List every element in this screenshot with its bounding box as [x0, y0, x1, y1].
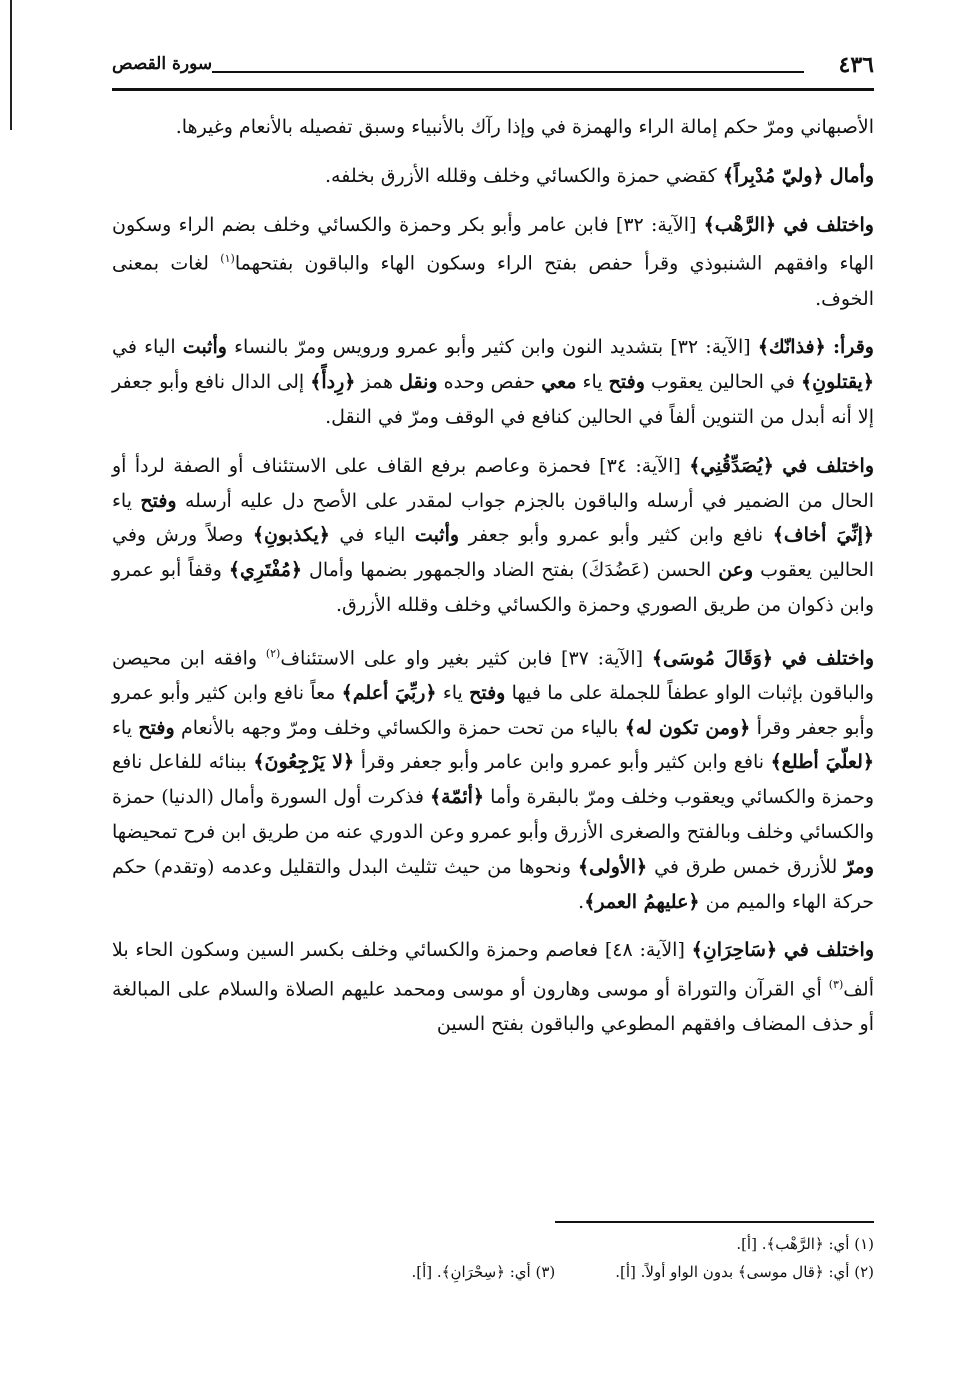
footnote-3: (٣) أي: ﴿سِحْرَانِ﴾. [أ]. [411, 1263, 556, 1281]
paragraph-7: واختلف في ﴿سَاحِرَانِ﴾ [الآية: ٤٨] فعاصم وحمزة والكسائي وخلف بكسر السين وسكون الحاء بلا ألف$^{(٣)}$ أي القرآن والتوراة أو موسى وهارون أو موسى ومحمد عليهم الصلاة والسلام على المبالغة أو حذف المضاف وافقهم المطوعي والباقون بفتح السين [112, 939, 874, 1036]
header-rule [212, 71, 804, 73]
surah-name: سورة القصص [112, 54, 213, 74]
main-text [112, 110, 874, 1056]
paragraph-1: الأصبهاني ومرّ حكم إمالة الراء والهمزة في وإذا رآك بالأنبياء وسبق تفصيله بالأنعام وغيرها. [175, 116, 874, 138]
footnote-row [112, 1258, 874, 1286]
paragraph-2: وأمال ﴿وليّ مُدْبِراً﴾ كقضي حمزة والكسائي وخلف وقلله الأزرق بخلفه. [325, 164, 874, 187]
footnotes [112, 1230, 874, 1286]
paragraph-3: واختلف في ﴿الرَّهْب﴾ [الآية: ٣٢] فابن عامر وأبو بكر وحمزة والكسائي وخلف بضم الراء وسكون الهاء وافقهم الشنبوذي وقرأ حفص بفتح الراء وسكون الهاء والباقون بفتحهما$^{(١)}$ لغات بمعنى الخوف. [112, 213, 874, 310]
footnote-ref-2: (٢) [265, 646, 281, 660]
footnote-ref-1: (١) [220, 252, 235, 266]
margin-line [10, 0, 12, 130]
page-number: ٤٣٦ [838, 52, 874, 78]
page-header [112, 52, 874, 82]
footnote-1: (١) أي: ﴿الرَّهْب﴾. [أ]. [736, 1235, 874, 1253]
paragraph-5: واختلف في ﴿يُصَدِّقُنِي﴾ [الآية: ٣٤] فحمزة وعاصم برفع القاف على الاستئناف أو الصفة لردأ أو الحال من الضمير في أرسله والباقون بالجزم جواب لمقدر على الأصح دل عليه أرسله وفتح ياء ﴿إنِّيَ أخاف﴾ نافع وابن كثير وأبو عمرو وأبو جعفر وأثبت الياء في ﴿يكذبونِ﴾ وصلاً ورش وفي الحالين يعقوب وعن الحسن (عَضُدَكَ) بفتح الضاد والجمهور بضمها وأمال ﴿مُفْتَرِي﴾ وقفاً أبو عمرو وابن ذكوان من طريق الصوري وحمزة والكسائي وخلف وقلله الأزرق. [112, 454, 875, 616]
footnote-ref-3: (٣) [828, 978, 844, 992]
paragraph-4: وقرأ: ﴿فذانّك﴾ [الآية: ٣٢] بتشديد النون وابن كثير وأبو عمرو ورويس ومرّ بالنساء وأثبت الياء في ﴿يقتلونِ﴾ في الحالين يعقوب وفتح ياء معي حفص وحده ونقل همز ﴿رِدأً﴾ إلى الدال نافع وأبو جعفر إلا أنه أبدل من التنوين ألفاً في الحالين كنافع في الوقف ومرّ في النقل. [112, 336, 874, 428]
paragraph-6: واختلف في ﴿وَقَالَ مُوسَى﴾ [الآية: ٣٧] فابن كثير بغير واو على الاستئناف$^{(٢)}$ وافقه ابن محيصن والباقون بإثبات الواو عطفاً للجملة على ما فيها وفتح ياء ﴿ربِّيَ أعلم﴾ معاً نافع وابن كثير وأبو عمرو وأبو جعفر وقرأ ﴿ومن تكون له﴾ بالياء من تحت حمزة والكسائي وخلف ومرّ وجهه بالأنعام وفتح ياء ﴿لعلّيَ أطلع﴾ نافع وابن كثير وأبو عمرو وابن عامر وأبو جعفر وقرأ ﴿لا يَرْجِعُونَ﴾ ببنائه للفاعل نافع وحمزة والكسائي ويعقوب وخلف ومرّ بالبقرة وأما ﴿أئمّة﴾ فذكرت أول السورة وأمال (الدنيا) حمزة والكسائي وخلف وبالفتح والصغرى الأزرق وأبو عمرو وعن الدوري عنه من طريق ابن فرح تمحيضها ومرّ للأزرق خمس طرق في ﴿الأولى﴾ ونحوها من حيث تثليث البدل والتقليل وعدمه (وتقدم) حكم حركة الهاء والميم من ﴿عليهمُ العمر﴾. [112, 646, 875, 913]
header-divider [112, 88, 874, 91]
footnote-2: (٢) أي: ﴿قال موسى﴾ بدون الواو أولاً. [أ]. [615, 1263, 874, 1281]
footnote-divider [555, 1221, 874, 1223]
